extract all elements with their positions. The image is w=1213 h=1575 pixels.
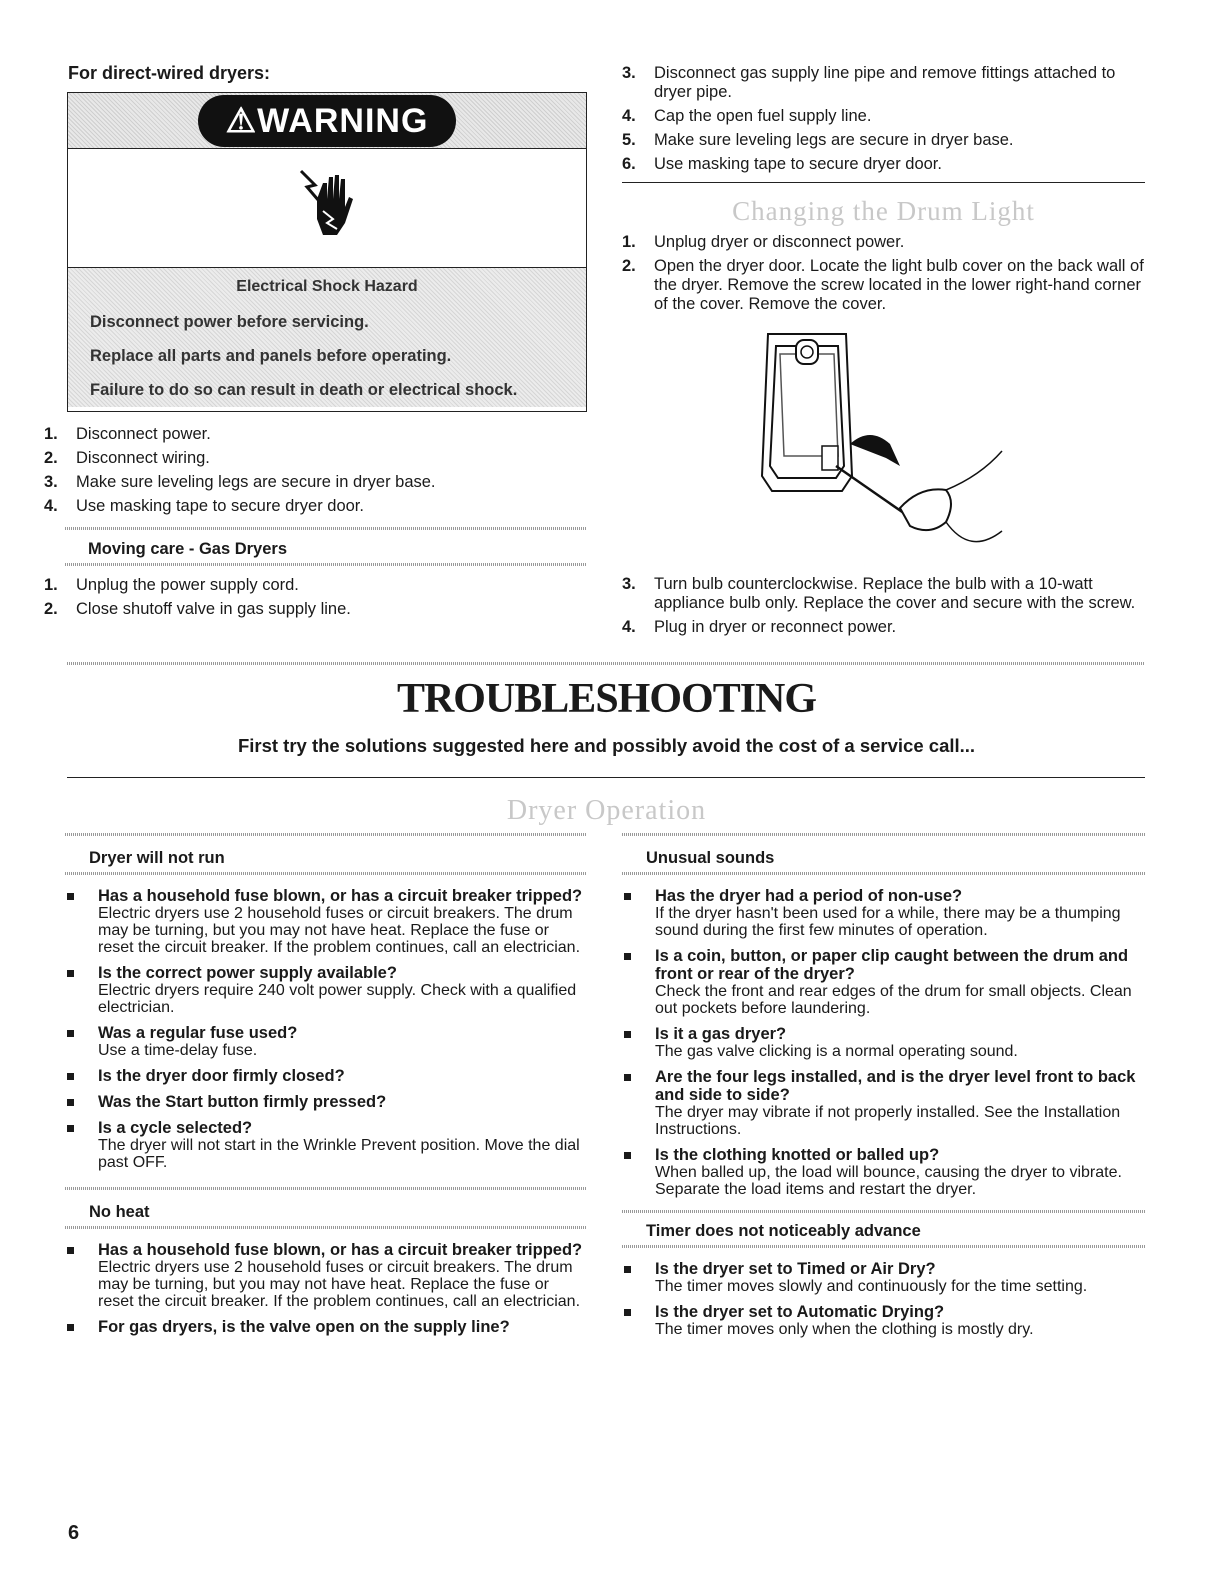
list-item: 2. Close shutoff valve in gas supply line.: [44, 600, 351, 618]
bullet-icon: [624, 893, 631, 900]
warning-line: Failure to do so can result in death or electrical shock.: [90, 381, 518, 399]
list-item: Is the clothing knotted or balled up? When balled up, the load will bounce, causing the dryer to vibrate. Separate the load items and restart the dryer.: [622, 1146, 1145, 1198]
direct-wired-steps: [44, 425, 604, 521]
bullet-icon: [67, 1324, 74, 1331]
divider: [65, 1226, 587, 1229]
warning-body: [68, 268, 586, 407]
list-item: Has a household fuse blown, or has a circuit breaker tripped? Electric dryers use 2 household fuses or circuit breakers. The drum may be turning, but you may not have heat. Replace the fuse or reset the circuit breaker. If the problem continues, call an electrician.: [65, 1241, 587, 1310]
list-item: 4. Cap the open fuel supply line.: [622, 107, 872, 125]
hazard-title: Electrical Shock Hazard: [236, 278, 418, 295]
left-column: [65, 833, 587, 1344]
page-title: TROUBLESHOOTING: [396, 676, 817, 722]
bullet-icon: [624, 1031, 631, 1038]
drum-light-steps: [622, 233, 1147, 319]
list-item: Are the four legs installed, and is the dryer level front to back and side to side? The dryer may vibrate if not properly installed. See the Installation Instructions.: [622, 1068, 1145, 1138]
right-column: [622, 833, 1145, 1346]
list-item: 5. Make sure leveling legs are secure in dryer base.: [622, 131, 1014, 149]
dryer-operation-title: Dryer Operation: [506, 795, 707, 826]
gas-dryers-heading: Moving care - Gas Dryers: [88, 540, 287, 558]
bullet-icon: [624, 953, 631, 960]
list-item: 1. Disconnect power.: [44, 425, 211, 443]
list-item: 4. Use masking tape to secure dryer door.: [44, 497, 364, 515]
list-item: Was the Start button firmly pressed?: [65, 1093, 587, 1111]
direct-wired-heading: For direct-wired dryers:: [68, 63, 271, 83]
list-item: 3. Turn bulb counterclockwise. Replace the bulb with a 10-watt appliance bulb only. Replace the cover and secure with the screw.: [622, 575, 1136, 612]
divider: [65, 872, 587, 875]
bullet-icon: [624, 1266, 631, 1273]
warning-box: [67, 92, 587, 412]
gas-steps: [44, 576, 604, 624]
list-item: 3. Make sure leveling legs are secure in dryer base.: [44, 473, 436, 491]
list-item: 2. Open the dryer door. Locate the light bulb cover on the back wall of the dryer. Remove the screw located in the lower right-hand corner of the cover. Remove the cover.: [622, 257, 1144, 313]
bullet-icon: [67, 893, 74, 900]
list-item: Is the dryer set to Automatic Drying? The timer moves only when the clothing is mostly dry.: [622, 1303, 1145, 1338]
list-item: Is the correct power supply available? Electric dryers require 240 volt power supply. Check with a qualified electrician.: [65, 964, 587, 1016]
bullet-icon: [67, 970, 74, 977]
divider: [65, 527, 587, 530]
bullet-icon: [67, 1030, 74, 1037]
list-item: Is it a gas dryer? The gas valve clicking is a normal operating sound.: [622, 1025, 1145, 1060]
list-item: 4. Plug in dryer or reconnect power.: [622, 618, 897, 636]
list-item: 1. Unplug dryer or disconnect power.: [622, 233, 905, 251]
bullet-icon: [67, 1099, 74, 1106]
page-number: 6: [68, 1522, 80, 1544]
list-item: Is the dryer door firmly closed?: [65, 1067, 587, 1085]
page-subtitle: First try the solutions suggested here and possibly avoid the cost of a service call...: [237, 735, 976, 756]
rule: [67, 777, 1145, 778]
list-item: 3. Disconnect gas supply line pipe and remove fittings attached to dryer pipe.: [622, 64, 1116, 101]
bulb-cover-illustration: [750, 326, 1010, 576]
list-item: 1. Unplug the power supply cord.: [44, 576, 299, 594]
rule: [622, 182, 1145, 183]
drum-light-title: Changing the Drum Light: [732, 196, 1035, 226]
divider: [65, 563, 587, 566]
gas-steps-continued: [622, 64, 1147, 179]
timer-heading: Timer does not noticeably advance: [646, 1222, 921, 1240]
list-item: Is a cycle selected? The dryer will not start in the Wrinkle Prevent position. Move the dial past OFF.: [65, 1119, 587, 1171]
shock-hand-icon: [68, 148, 586, 268]
bullet-icon: [624, 1152, 631, 1159]
no-heat-heading: No heat: [89, 1203, 150, 1221]
divider: [622, 872, 1145, 875]
list-item: Is the dryer set to Timed or Air Dry? The timer moves slowly and continuously for the time setting.: [622, 1260, 1145, 1295]
warning-line: Disconnect power before servicing.: [90, 313, 369, 331]
unusual-sounds-heading: Unusual sounds: [646, 849, 775, 867]
bullet-icon: [67, 1247, 74, 1254]
bullet-icon: [67, 1125, 74, 1132]
list-item: For gas dryers, is the valve open on the supply line?: [65, 1318, 587, 1336]
warning-header: [68, 93, 586, 148]
list-item: 2. Disconnect wiring.: [44, 449, 210, 467]
bullet-icon: [624, 1074, 631, 1081]
list-item: Has a household fuse blown, or has a circuit breaker tripped? Electric dryers use 2 household fuses or circuit breakers. The drum may be turning, but you may not have heat. Replace the fuse or reset the circuit breaker. If the problem continues, call an electrician.: [65, 887, 587, 956]
list-item: 6. Use masking tape to secure dryer door.: [622, 155, 942, 173]
drum-light-steps-2: [622, 575, 1147, 642]
divider: [622, 1245, 1145, 1248]
list-item: Has the dryer had a period of non-use? If the dryer hasn't been used for a while, there may be a thumping sound during the first few minutes of operation.: [622, 887, 1145, 939]
list-item: Was a regular fuse used? Use a time-delay fuse.: [65, 1024, 587, 1059]
list-item: Is a coin, button, or paper clip caught between the drum and front or rear of the dryer? Check the front and rear edges of the drum for small objects. Clean out pockets before laundering.: [622, 947, 1145, 1017]
divider: [67, 662, 1145, 665]
bullet-icon: [67, 1073, 74, 1080]
warning-banner: ⚠WARNING: [198, 95, 457, 147]
dryer-will-not-run-heading: Dryer will not run: [89, 849, 225, 867]
warning-line: Replace all parts and panels before operating.: [90, 347, 452, 365]
bullet-icon: [624, 1309, 631, 1316]
